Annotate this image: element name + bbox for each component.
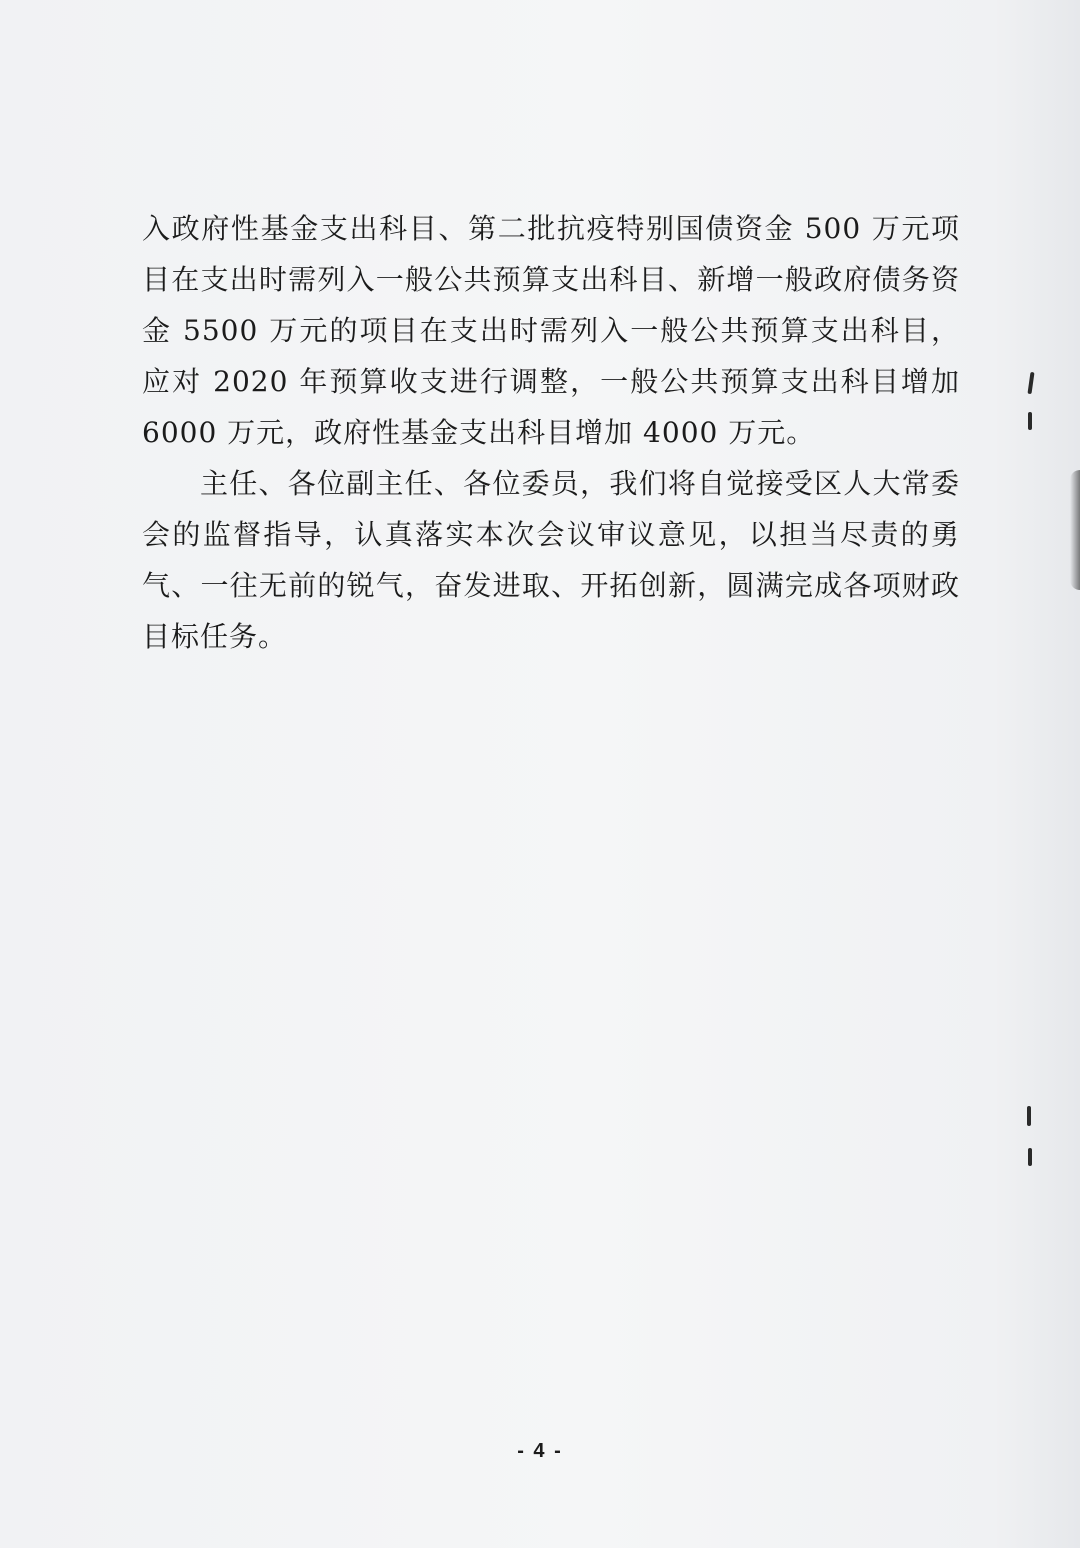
body-paragraph-continued: 入政府性基金支出科目、第二批抗疫特别国债资金 500 万元项目在支出时需列入一般公共预算支出科目、新增一般政府债务资金 5500 万元的项目在支出时需列入一般公共预算支出科目，应对 2020 年预算收支进行调整，一般公共预算支出科目增加 6000 万元，政府性基金支出科目增加 4000 万元。 <box>142 212 960 449</box>
page-number: - 4 - <box>517 1440 563 1462</box>
binding-mark <box>1028 412 1032 430</box>
binding-mark <box>1028 1148 1032 1166</box>
binding-mark <box>1027 1106 1031 1126</box>
binding-mark <box>1027 372 1034 394</box>
document-body <box>142 203 960 662</box>
scan-shadow-edge <box>1070 470 1080 590</box>
body-paragraph-closing: 主任、各位副主任、各位委员，我们将自觉接受区人大常委会的监督指导，认真落实本次会议审议意见，以担当尽责的勇气、一往无前的锐气，奋发进取、开拓创新，圆满完成各项财政目标任务。 <box>142 467 960 653</box>
